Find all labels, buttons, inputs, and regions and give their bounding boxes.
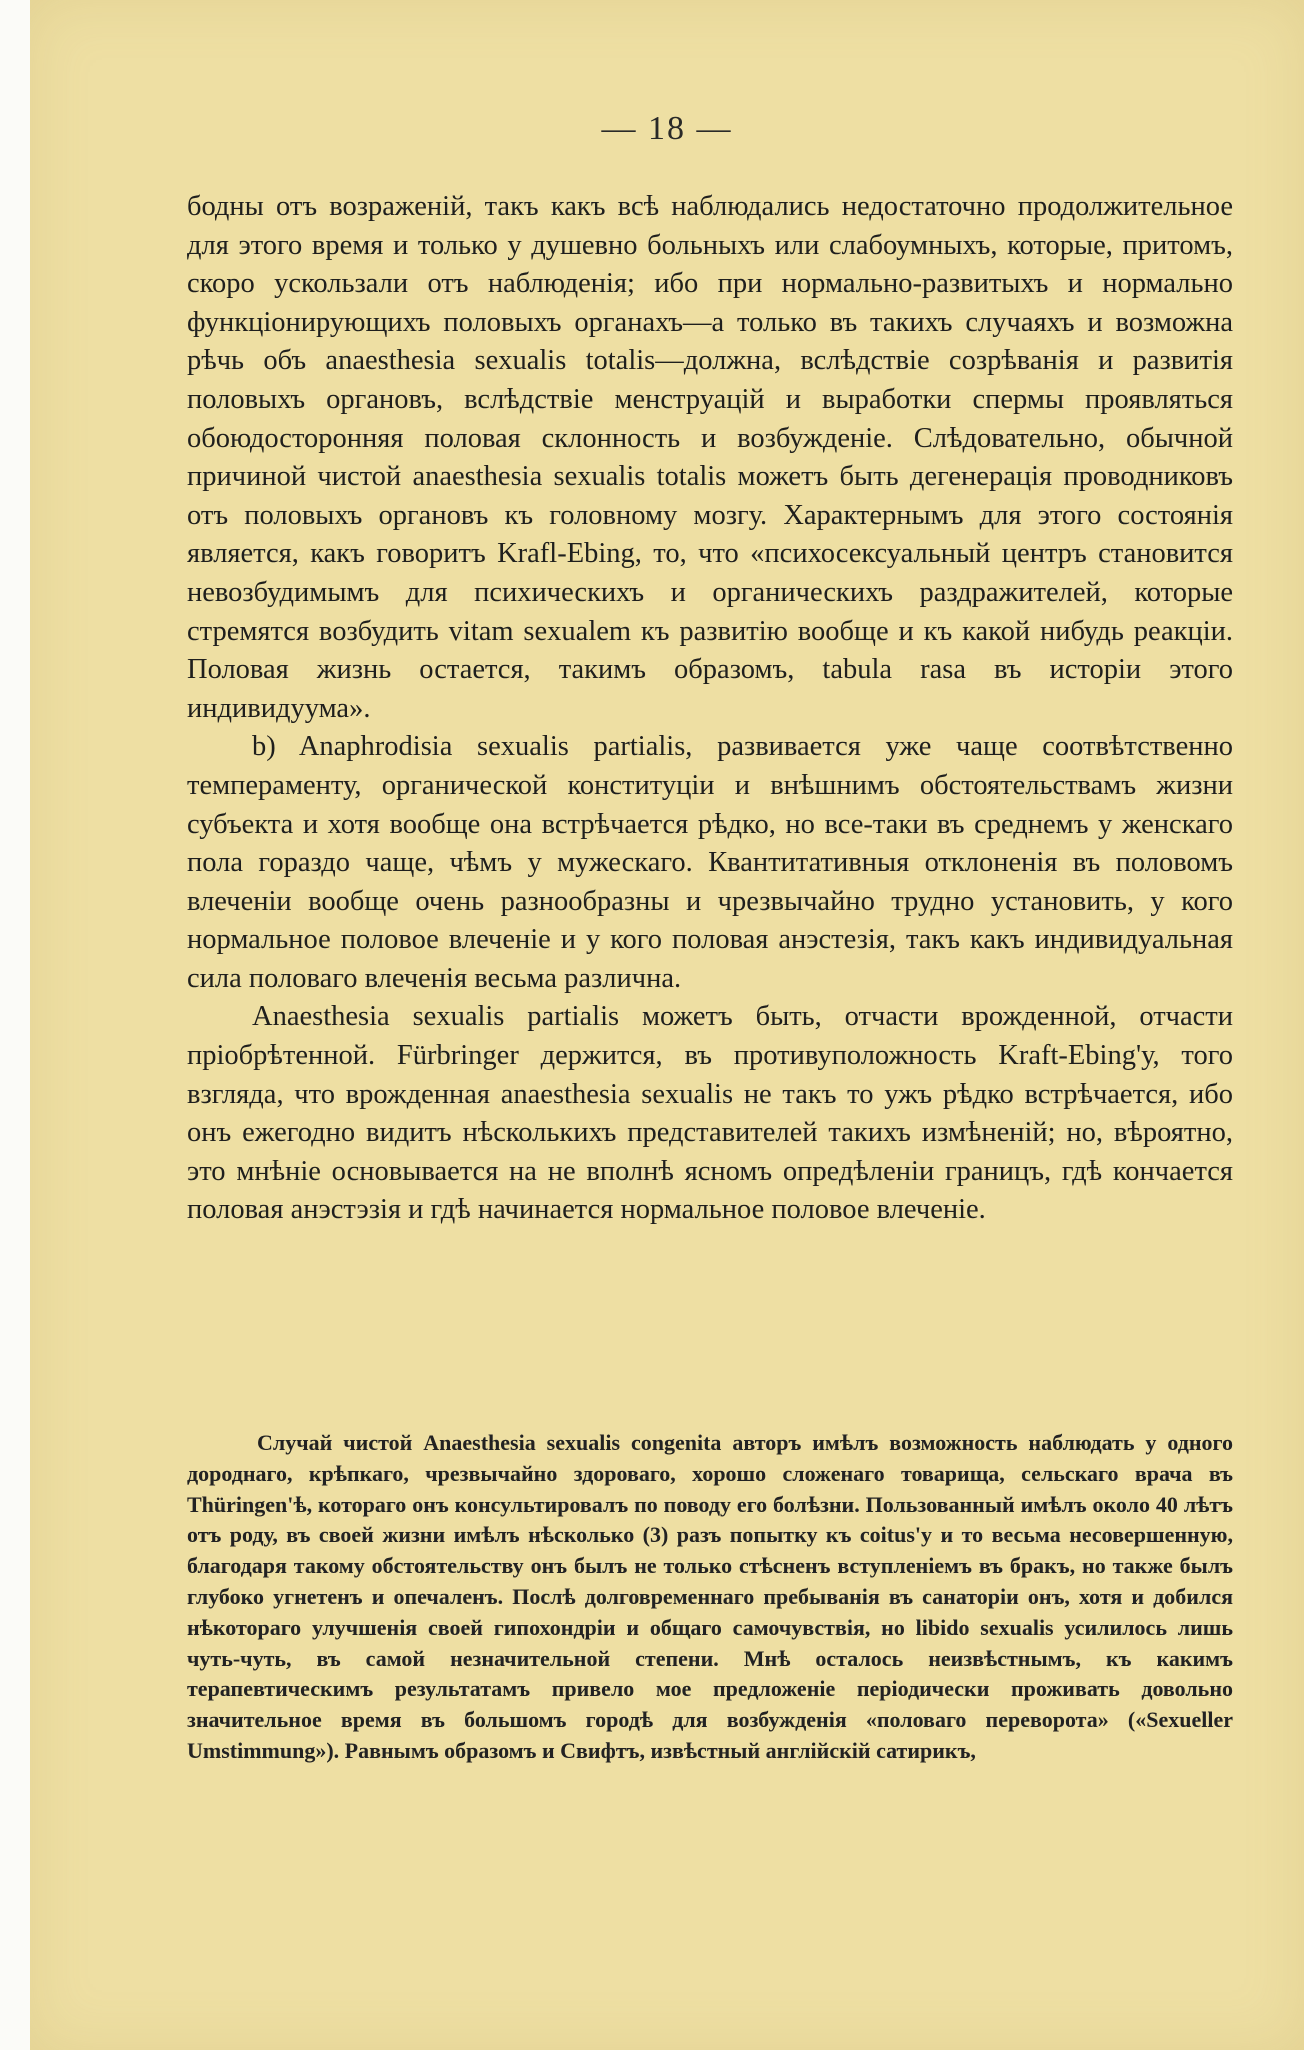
main-text — [187, 188, 1233, 1230]
paragraph-1: бодны отъ возраженій, такъ какъ всѣ наблюдались недостаточно продолжительное для этого время и только у душевно больныхъ или слабоумныхъ, которые, притомъ, скоро ускользали отъ наблюденія; ибо при нормально-развитыхъ и нормально функціонирующихъ половыхъ органахъ—а только въ такихъ случаяхъ и возможна рѣчь объ anaesthesia sexualis totalis—должна, вслѣдствіе созрѣванія и развитія половыхъ органовъ, вслѣдствіе менструацій и выработки спермы проявляться обоюдосторонняя половая склонность и возбужденіе. Слѣдовательно, обычной причиной чистой anaesthesia sexualis totalis можетъ быть дегенерація проводниковъ отъ половыхъ органовъ къ головному мозгу. Характернымъ для этого состоянія является, какъ говоритъ Krafl-Ebing, то, что «психосексуальный центръ становится невозбудимымъ для психическихъ и органическихъ раздражителей, которые стремятся возбудить vitam sexualem къ развитію вообще и къ какой нибудь реакціи. Половая жизнь остается, такимъ образомъ, tabula rasa въ исторіи этого индивидуума». — [187, 191, 1233, 724]
footnote-text: Случай чистой Anaesthesia sexualis congenita авторъ имѣлъ возможность наблюдать у одного дороднаго, крѣпкаго, чрезвычайно здороваго, хорошо сложенаго товарища, сельскаго врача въ Thüringen'ѣ, котораго онъ консультировалъ по поводу его болѣзни. Пользованный имѣлъ около 40 лѣтъ отъ роду, въ своей жизни имѣлъ нѣсколько (3) разъ попытку къ coitus'у и то весьма несовершенную, благодаря такому обстоятельству онъ былъ не только стѣсненъ вступленіемъ въ бракъ, но также былъ глубоко угнетенъ и опечаленъ. Послѣ долговременнаго пребыванія въ санаторіи онъ, хотя и добился нѣкотораго улучшенія своей гипохондріи и общаго самочувствія, но libido sexualis усилилось лишь чуть-чуть, въ самой незначительной степени. Мнѣ осталось неизвѣстнымъ, къ какимъ терапевтическимъ результатамъ привело мое предложеніе періодически проживать довольно значительное время въ большомъ городѣ для возбужденія «половаго переворота» («Sexueller Umstimmung»). Равнымъ образомъ и Свифтъ, извѣстный англійскій сатирикъ, — [187, 1430, 1233, 1763]
footnote — [187, 1428, 1233, 1767]
paragraph-2: b) Anaphrodisia sexualis partialis, развивается уже чаще соотвѣтственно темпераменту, органической конституціи и внѣшнимъ обстоятельствамъ жизни субъекта и хотя вообще она встрѣчается рѣдко, но все-таки въ среднемъ у женскаго пола гораздо чаще, чѣмъ у мужескаго. Квантитативныя отклоненія въ половомъ влеченіи вообще очень разнообразны и чрезвычайно трудно установить, у кого нормальное половое влеченіе и у кого половая анэстезія, такъ какъ индивидуальная сила половаго влеченія весьма различна. — [187, 731, 1233, 994]
page-number: — 18 — — [601, 110, 733, 147]
page — [30, 0, 1304, 2050]
paragraph-3: Anaesthesia sexualis partialis можетъ быть, отчасти врожденной, отчасти пріобрѣтенной. Fürbringer держится, въ противуположность Kraft-Ebing'у, того взгляда, что врожденная anaesthesia sexualis не такъ то ужъ рѣдко встрѣчается, ибо онъ ежегодно видитъ нѣсколькихъ представителей такихъ измѣненій; но, вѣроятно, это мнѣніе основывается на не вполнѣ ясномъ опредѣленіи границъ, гдѣ кончается половая анэстэзія и гдѣ начинается нормальное половое влеченіе. — [187, 1001, 1233, 1226]
